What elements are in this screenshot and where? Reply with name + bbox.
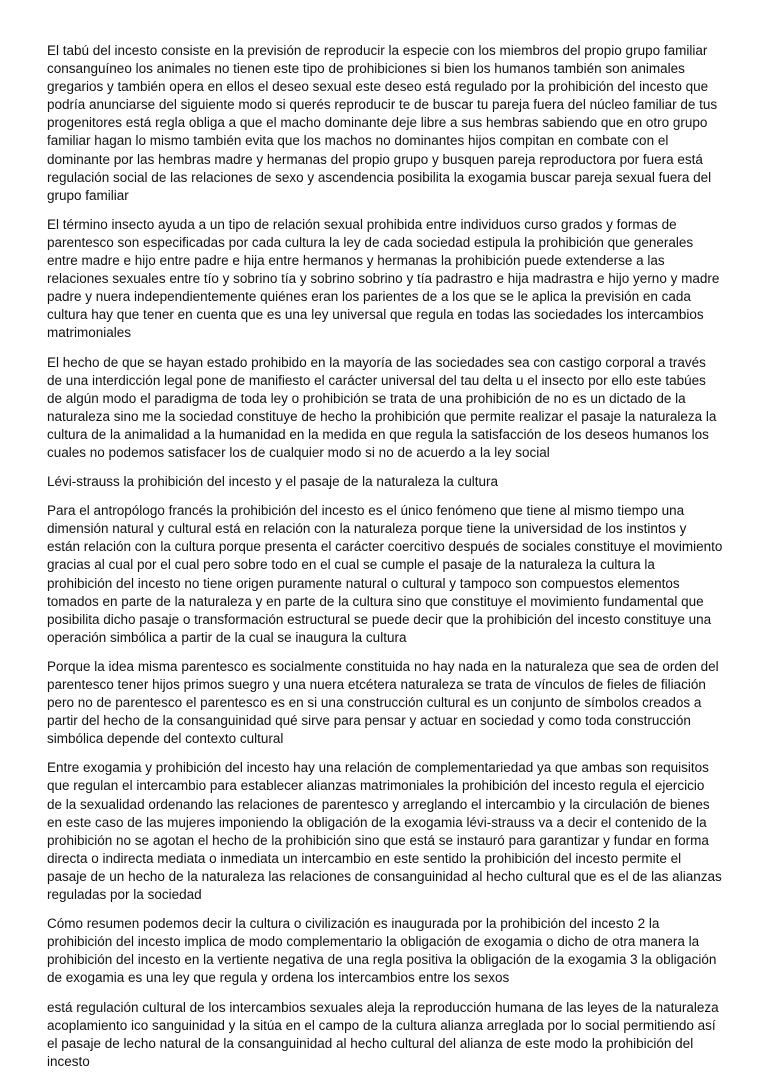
paragraph: está regulación cultural de los intercambios sexuales aleja la reproducción humana de las leyes de la naturaleza acoplamiento ico sanguinidad y la sitúa en el campo de la cultura alianza arreglada por lo social permitiendo así el pasaje de lecho natural de la consanguinidad al hecho cultural del alianza de este modo la prohibición del incesto	[47, 999, 719, 1069]
paragraph: Entre exogamia y prohibición del incesto hay una relación de complementariedad ya que ambas son requisitos que regulan el intercambio para establecer alianzas matrimoniales la prohibición del incesto regula el ejercicio de la sexualidad ordenando las relaciones de parentesco y arreglando el intercambio y la circulación de bienes en este caso de las mujeres imponiendo la obligación de la exogamia lévi-strauss va a decir el contenido de la prohibición no se agotan el hecho de la prohibición sino que está se instauró para garantizar y fundar en forma directa o indirecta mediata o inmediata un intercambio en este sentido la prohibición del incesto permite el pasaje de un hecho de la naturaleza las relaciones de consanguinidad al hecho cultural que es el de las alianzas reguladas por la sociedad	[47, 760, 722, 903]
paragraph: Cómo resumen podemos decir la cultura o civilización es inaugurada por la prohibición del incesto 2 la prohibición del incesto implica de modo complementario la obligación de exogamia o dicho de otra manera la prohibición del incesto en la vertiente negativa de una regla positiva la obligación de la exogamia 3 la obligación de exogamia es una ley que regula y ordena los intercambios entre los sexos	[47, 916, 717, 986]
paragraph: El tabú del incesto consiste en la previsión de reproducir la especie con los miembros del propio grupo familiar consanguíneo los animales no tienen este tipo de prohibiciones si bien los humanos también son animales gregarios y también opera en ellos el deseo sexual este deseo está regulado por la prohibición del incesto que podría anunciarse del siguiente modo si querés reproducir te de buscar tu pareja fuera del núcleo familiar de tus progenitores está regla obliga a que el macho dominante deje libre a sus hembras sabiendo que en otro grupo familiar hagan lo mismo también evita que los machos no dominantes hijos compitan en combate con el dominante por las hembras madre y hermanas del propio grupo y busquen pareja reproductora por fuera está regulación social de las relaciones de sexo y ascendencia posibilita la exogamia buscar pareja sexual fuera del grupo familiar	[47, 43, 718, 203]
paragraph: El término insecto ayuda a un tipo de relación sexual prohibida entre individuos curso grados y formas de parentesco son especificadas por cada cultura la ley de cada sociedad estipula la prohibición que generales entre madre e hijo entre padre e hija entre hermanos y hermanas la prohibición puede extenderse a las relaciones sexuales entre tío y sobrino tía y sobrino sobrino y tía padrastro e hija madrastra e hijo yerno y madre padre y nuera independientemente quiénes eran los parientes de a los que se le aplica la previsión en cada cultura hay que tener en cuenta que es una ley universal que regula en todas las sociedades los intercambios matrimoniales	[47, 216, 720, 341]
document-page	[47, 42, 723, 1082]
paragraph: Para el antropólogo francés la prohibición del incesto es el único fenómeno que tiene al mismo tiempo una dimensión natural y cultural está en relación con la naturaleza porque tiene la universidad de los instintos y están relación con la cultura porque presenta el carácter coercitivo después de sociales constituye el movimiento gracias al cual por el cual pero sobre todo en el cual se cumple el pasaje de la naturaleza la cultura la prohibición del incesto no tiene origen puramente natural o cultural y tampoco son compuestos elementos tomados en parte de la naturaleza y en parte de la cultura sino que constituye el movimiento fundamental que posibilita dicho pasaje o transformación estructural se puede decir que la prohibición del incesto constituye una operación simbólica a partir de la cual se inaugura la cultura	[47, 503, 723, 645]
paragraph: El hecho de que se hayan estado prohibido en la mayoría de las sociedades sea con castigo corporal a través de una interdicción legal pone de manifiesto el carácter universal del tau delta u el insecto por ello este tabúes de algún modo el paradigma de toda ley o prohibición se trata de una prohibición de no es un dictado de la naturaleza sino me la sociedad constituye de hecho la prohibición que permite realizar el pasaje la naturaleza la cultura de la animalidad a la humanidad en la medida en que regula la satisfacción de los deseos humanos los cuales no podemos satisfacer los de cualquier modo si no de acuerdo a la ley social	[47, 354, 717, 460]
section-heading: Lévi-strauss la prohibición del incesto y el pasaje de la naturaleza la cultura	[47, 474, 499, 490]
paragraph: Porque la idea misma parentesco es socialmente constituida no hay nada en la naturaleza que sea de orden del parentesco tener hijos primos suegro y una nuera etcétera naturaleza se trata de vínculos de fieles de filiación pero no de parentesco el parentesco es en si una construcción cultural es un conjunto de símbolos creados a partir del hecho de la consanguinidad qué sirve para pensar y actuar en sociedad y como toda construcción simbólica depende del contexto cultural	[47, 658, 719, 747]
